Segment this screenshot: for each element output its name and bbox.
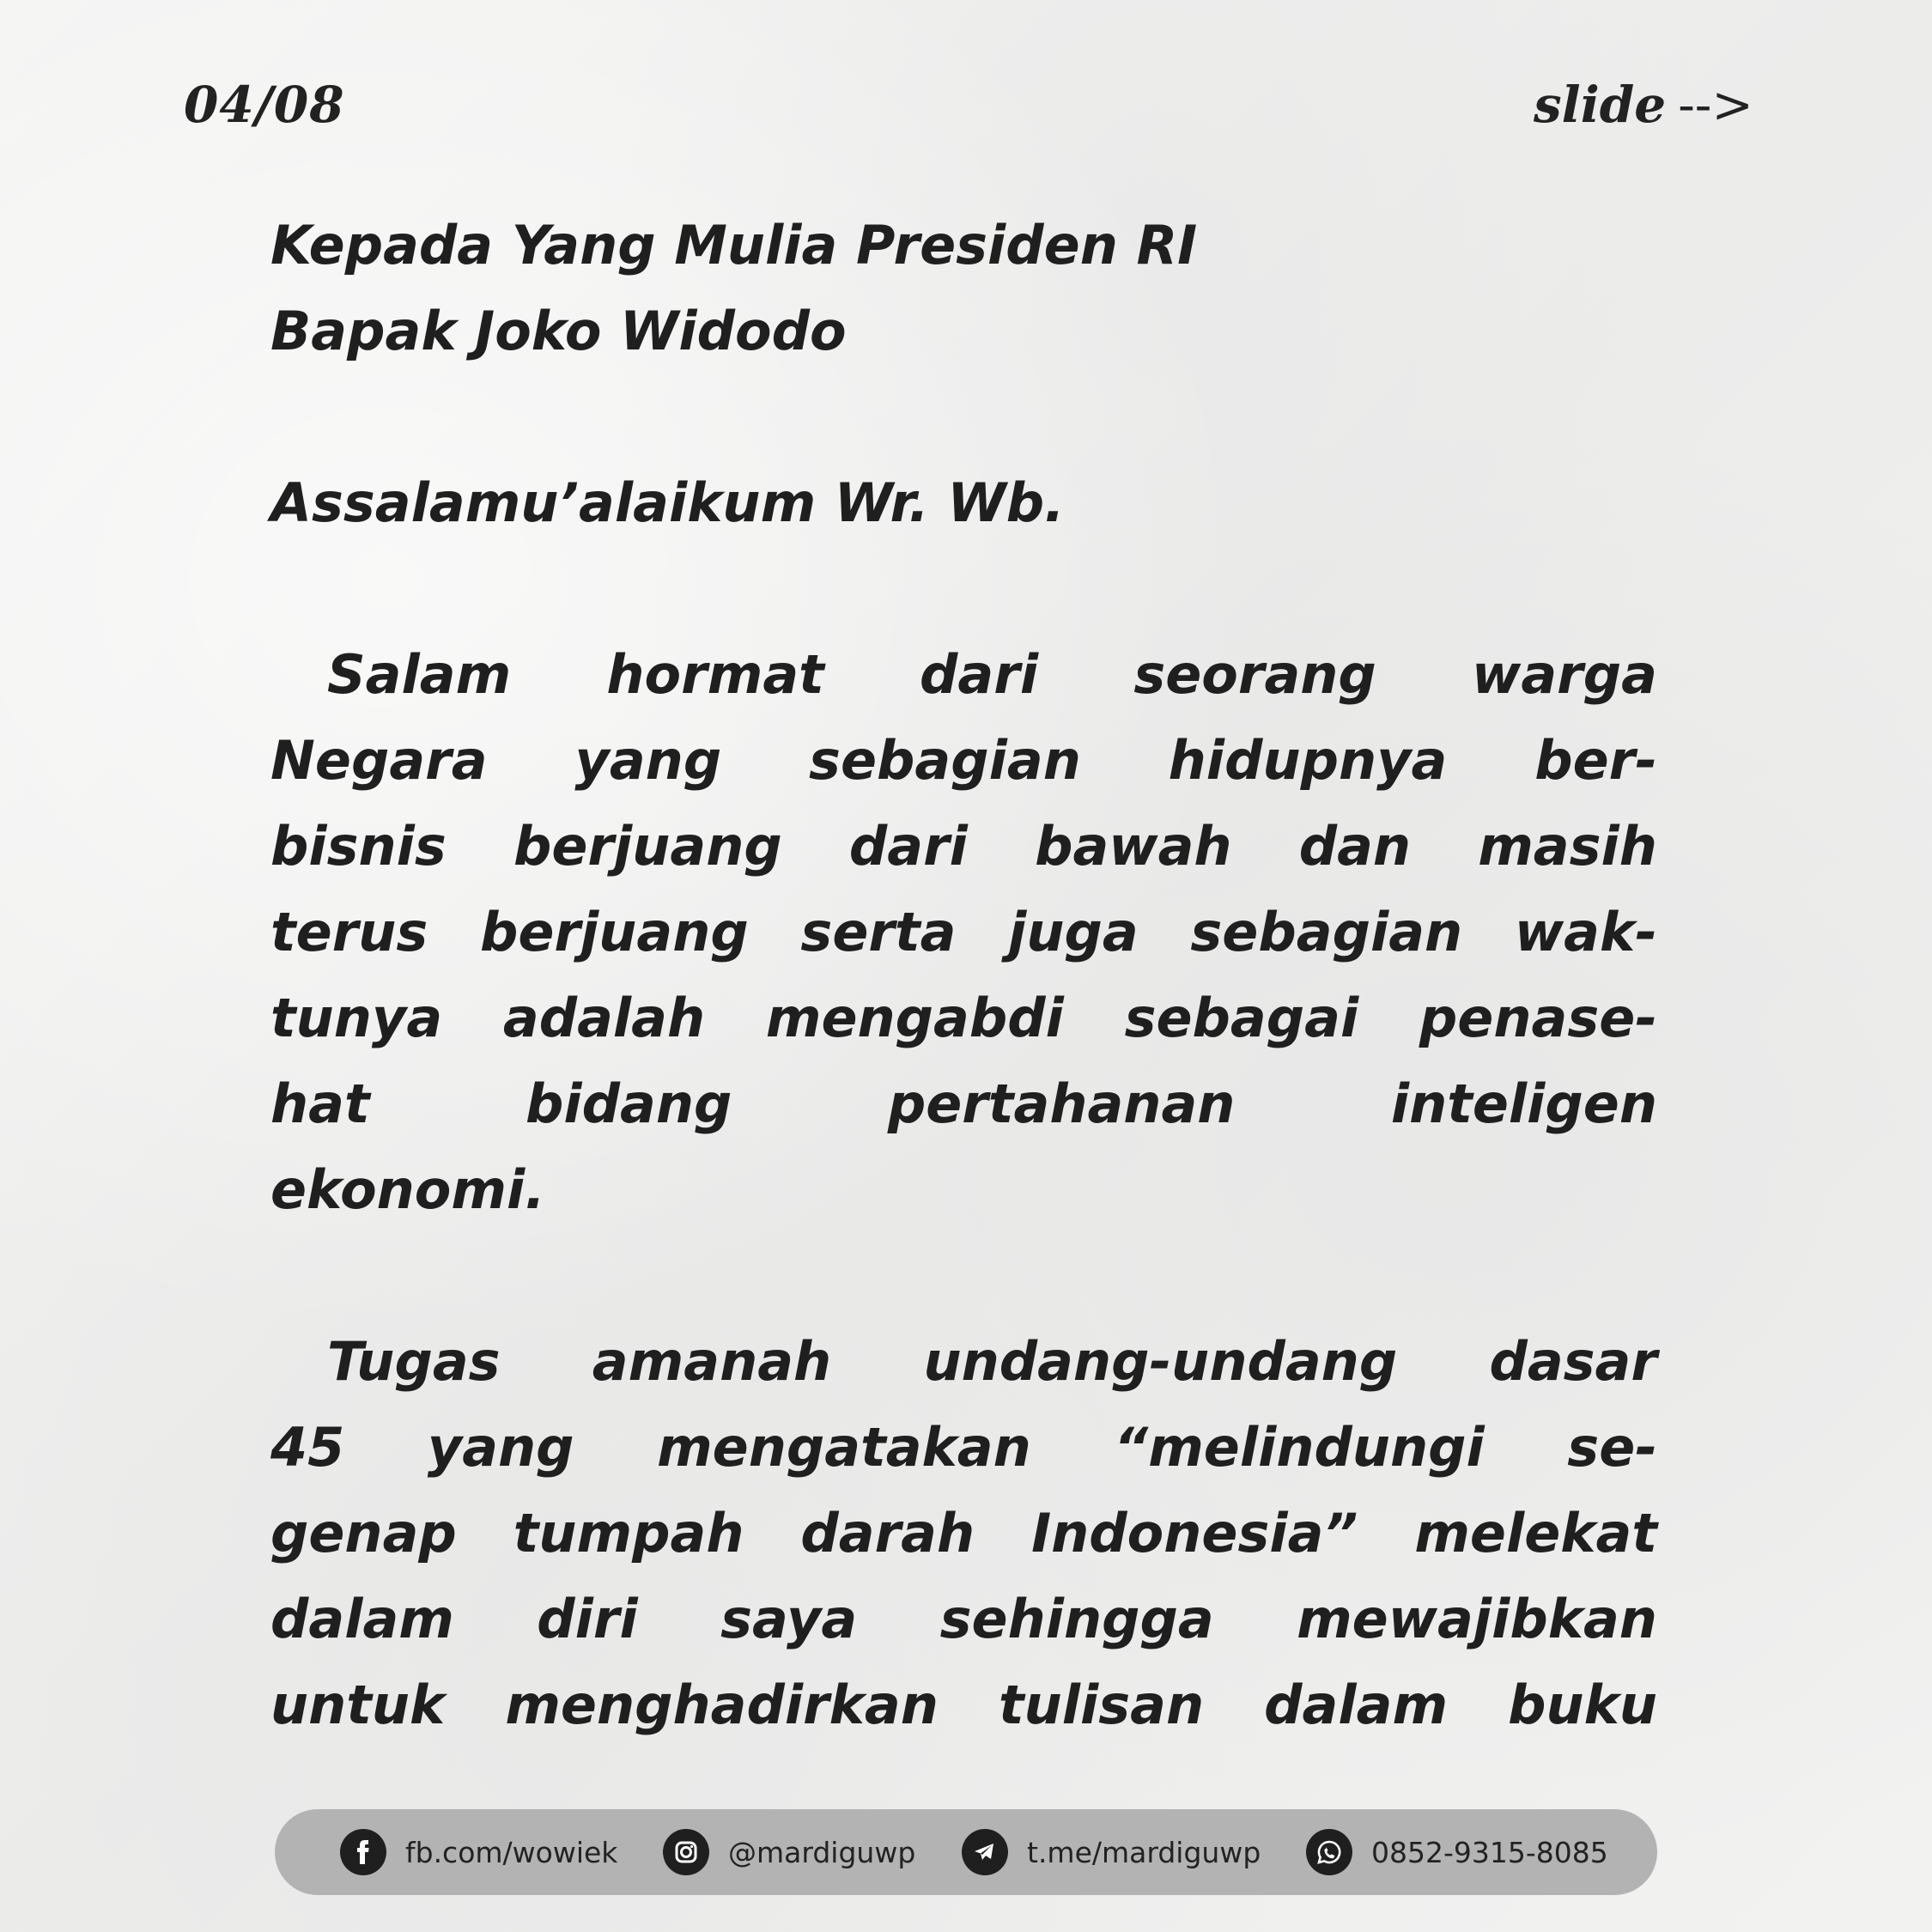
word: tumpah	[513, 1502, 744, 1564]
word: dari	[848, 815, 968, 878]
word: yang	[574, 729, 722, 792]
word: serta	[800, 901, 957, 963]
paragraph-line	[270, 1491, 1657, 1577]
contact-telegram[interactable]	[962, 1829, 1261, 1875]
word: dalam	[270, 1588, 454, 1650]
paragraph-line	[270, 1577, 1657, 1662]
word: sebagian	[809, 729, 1081, 792]
word: Salam	[327, 643, 512, 706]
word: bidang	[526, 1072, 732, 1135]
word: undang-undang	[923, 1330, 1398, 1393]
word: dari	[920, 643, 1039, 706]
word: terus	[270, 901, 428, 963]
page-indicator: 04/08	[184, 76, 345, 134]
slide-hint-label: slide	[1534, 76, 1667, 134]
contact-whatsapp-label: 0852-9315-8085	[1371, 1835, 1608, 1869]
word: amanah	[592, 1330, 832, 1393]
word: hat	[270, 1072, 370, 1135]
word: hormat	[606, 643, 824, 706]
word: warga	[1472, 643, 1657, 706]
word: diri	[537, 1588, 638, 1650]
word: pertahanan	[887, 1072, 1236, 1135]
facebook-icon	[340, 1829, 386, 1875]
word: penase-	[1419, 987, 1657, 1049]
arrow-right-icon: -->	[1678, 76, 1753, 134]
contact-instagram[interactable]	[663, 1829, 915, 1875]
word: Indonesia”	[1031, 1502, 1358, 1564]
word: 45	[270, 1416, 345, 1479]
whatsapp-icon	[1306, 1829, 1352, 1875]
paragraph-line	[270, 1147, 1657, 1233]
word: juga	[1008, 901, 1139, 963]
word: buku	[1508, 1674, 1657, 1736]
paragraph-line	[270, 804, 1657, 890]
paragraph-line	[270, 1405, 1657, 1491]
slide-hint	[1534, 76, 1753, 134]
word: seorang	[1133, 643, 1376, 706]
word: dan	[1298, 815, 1412, 878]
word: bawah	[1035, 815, 1232, 878]
greeting: Assalamu’alaikum Wr. Wb.	[270, 471, 1065, 534]
paragraph-line	[270, 1319, 1657, 1405]
word: sebagian	[1190, 901, 1463, 963]
word: inteligen	[1390, 1072, 1657, 1135]
word: Tugas	[327, 1330, 501, 1393]
paragraph-line	[270, 975, 1657, 1061]
word: ber-	[1534, 729, 1657, 792]
word: sehingga	[939, 1588, 1214, 1650]
word: yang	[427, 1416, 574, 1479]
word: ekonomi.	[270, 1158, 545, 1221]
word: se-	[1567, 1416, 1657, 1479]
contact-facebook[interactable]	[340, 1829, 617, 1875]
word: saya	[720, 1588, 858, 1650]
word: untuk	[270, 1674, 446, 1736]
word: menghadirkan	[505, 1674, 939, 1736]
word: Negara	[270, 729, 488, 792]
word: mewajibkan	[1297, 1588, 1657, 1650]
word: hidupnya	[1168, 729, 1448, 792]
word: berjuang	[513, 815, 782, 878]
word: genap	[270, 1502, 457, 1564]
paragraph-1	[270, 632, 1657, 1233]
paragraph-line	[270, 1662, 1657, 1748]
contact-telegram-label: t.me/mardiguwp	[1027, 1835, 1261, 1869]
contact-instagram-label: @mardiguwp	[728, 1835, 916, 1869]
salutation-line-1: Kepada Yang Mulia Presiden RI	[270, 214, 1198, 276]
word: berjuang	[479, 901, 749, 963]
contact-facebook-label: fb.com/wowiek	[405, 1835, 618, 1869]
paragraph-line	[270, 632, 1657, 718]
word: “melindungi	[1114, 1416, 1485, 1479]
word: sebagai	[1124, 987, 1359, 1049]
word: melekat	[1414, 1502, 1657, 1564]
salutation-line-2: Bapak Joko Widodo	[270, 300, 847, 362]
telegram-icon	[962, 1829, 1008, 1875]
paragraph-line	[270, 1061, 1657, 1147]
word: dasar	[1489, 1330, 1657, 1393]
word: mengabdi	[765, 987, 1064, 1049]
word: mengatakan	[657, 1416, 1031, 1479]
contact-bar	[275, 1809, 1657, 1895]
paragraph-line	[270, 718, 1657, 804]
instagram-icon	[663, 1829, 709, 1875]
paragraph-line	[270, 890, 1657, 975]
word: tunya	[270, 987, 443, 1049]
word: tulisan	[998, 1674, 1205, 1736]
word: dalam	[1264, 1674, 1449, 1736]
contact-whatsapp[interactable]	[1306, 1829, 1608, 1875]
word: bisnis	[270, 815, 447, 878]
word: darah	[800, 1502, 975, 1564]
word: wak-	[1514, 901, 1657, 963]
paragraph-2	[270, 1319, 1657, 1748]
word: adalah	[502, 987, 706, 1049]
word: masih	[1478, 815, 1657, 878]
letter-body	[270, 203, 1657, 1748]
